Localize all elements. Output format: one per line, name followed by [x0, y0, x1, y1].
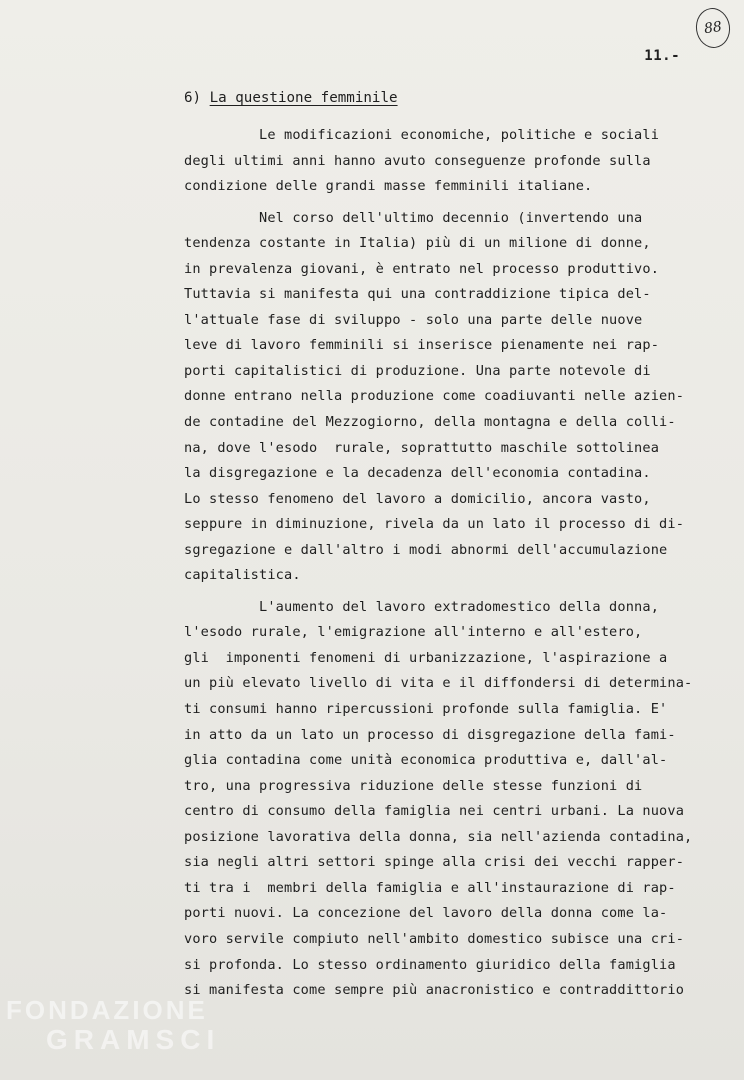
text-line: si profonda. Lo stesso ordinamento giuridico della famiglia	[184, 956, 676, 973]
text-line: tendenza costante in Italia) più di un milione di donne,	[184, 235, 651, 252]
text-line: L'aumento del lavoro extradomestico della donna,	[184, 598, 660, 615]
text-line: voro servile compiuto nell'ambito domestico subisce una cri-	[184, 930, 685, 947]
section-number: 6)	[184, 90, 202, 106]
text-line: porti capitalistici di produzione. Una parte notevole di	[184, 362, 651, 379]
text-line: un più elevato livello di vita e il diffondersi di determina-	[184, 675, 693, 692]
text-line: Le modificazioni economiche, politiche e sociali	[184, 127, 660, 143]
text-line: ti tra i membri della famiglia e all'instaurazione di rap-	[184, 879, 676, 896]
text-line: Lo stesso fenomeno del lavoro a domicilio, ancora vasto,	[184, 490, 651, 507]
text-line: ti consumi hanno ripercussioni profonde sulla famiglia. E'	[184, 701, 668, 718]
text-line: degli ultimi anni hanno avuto conseguenze profonde sulla	[184, 152, 651, 169]
watermark-line-1: FONDAZIONE	[6, 995, 208, 1025]
text-line: Tuttavia si manifesta qui una contraddizione tipica del-	[184, 286, 651, 303]
archive-page-stamp: 88	[693, 6, 732, 50]
text-line: glia contadina come unità economica produttiva e, dall'al-	[184, 752, 668, 769]
text-line: in prevalenza giovani, è entrato nel processo produttivo.	[184, 260, 660, 277]
text-line: donne entrano nella produzione come coadiuvanti nelle azien-	[184, 388, 685, 405]
text-line: in atto da un lato un processo di disgregazione della fami-	[184, 726, 676, 743]
text-line: gli imponenti fenomeni di urbanizzazione, l'aspirazione a	[184, 649, 668, 666]
text-line: condizione delle grandi masse femminili italiane.	[184, 178, 593, 195]
section-heading	[184, 90, 398, 106]
text-line: sgregazione e dall'altro i modi abnormi dell'accumulazione	[184, 541, 668, 558]
text-line: si manifesta come sempre più anacronistico e contraddittorio	[184, 982, 685, 999]
section-title: La questione femminile	[209, 90, 398, 106]
body-text	[184, 123, 740, 1004]
text-line: posizione lavorativa della donna, sia nell'azienda contadina,	[184, 828, 693, 845]
text-line: na, dove l'esodo rurale, soprattutto maschile sottolinea	[184, 439, 660, 456]
text-line: la disgregazione e la decadenza dell'economia contadina.	[184, 465, 651, 482]
text-line: Nel corso dell'ultimo decennio (invertendo una	[184, 209, 643, 226]
text-line: seppure in diminuzione, rivela da un lato il processo di di-	[184, 516, 685, 533]
text-line: de contadine del Mezzogiorno, della montagna e della colli-	[184, 414, 676, 431]
text-line: l'attuale fase di sviluppo - solo una parte delle nuove	[184, 311, 643, 328]
archive-watermark	[6, 995, 220, 1055]
text-line: centro di consumo della famiglia nei centri urbani. La nuova	[184, 803, 685, 820]
watermark-line-2: GRAMSCI	[46, 1024, 221, 1055]
text-line: sia negli altri settori spinge alla crisi dei vecchi rapper-	[184, 854, 685, 871]
text-line: porti nuovi. La concezione del lavoro della donna come la-	[184, 905, 668, 922]
text-line: capitalistica.	[184, 567, 301, 584]
text-line: leve di lavoro femminili si inserisce pienamente nei rap-	[184, 337, 660, 354]
page-number: 11.-	[644, 48, 680, 64]
text-line: l'esodo rurale, l'emigrazione all'interno e all'estero,	[184, 624, 643, 641]
text-line: tro, una progressiva riduzione delle stesse funzioni di	[184, 777, 643, 794]
